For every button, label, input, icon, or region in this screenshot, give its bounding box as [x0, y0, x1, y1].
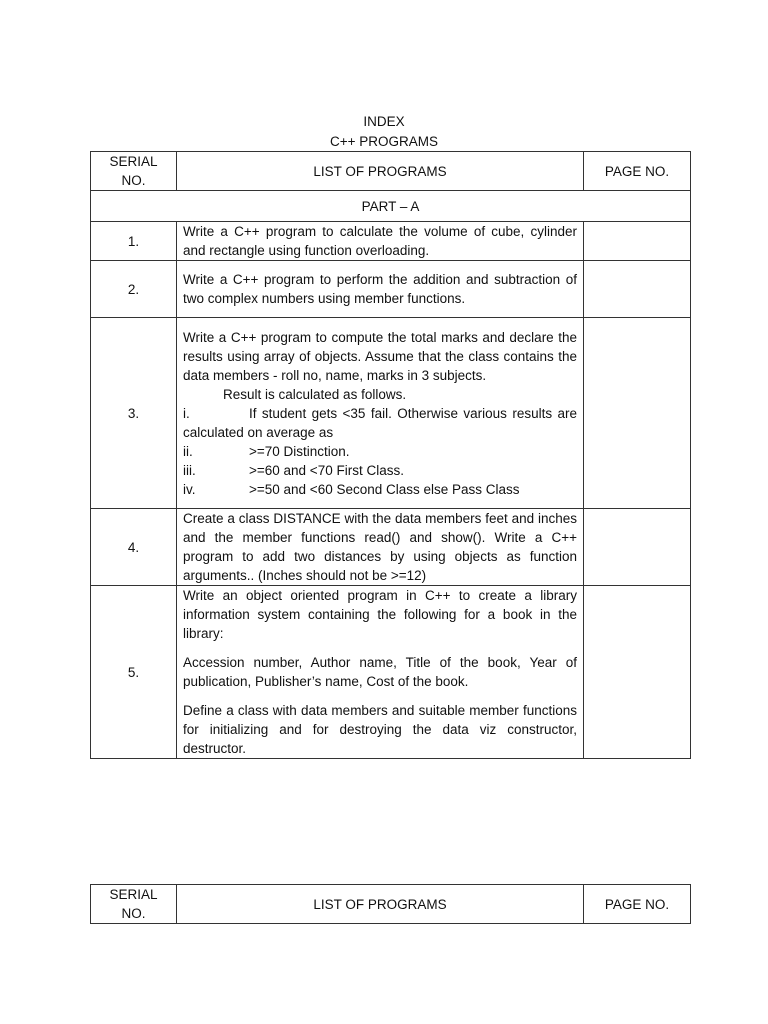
item-number: ii. — [183, 443, 193, 459]
program-text: Write a C++ program to compute the total marks and declare the results using array of objects. Assume that the class contains the data members - roll no, name, marks in 3 subjects. — [183, 329, 577, 383]
part-a-label: PART – A — [91, 191, 691, 222]
document-heading — [0, 112, 768, 152]
item-text: >=50 and <60 Second Class else Pass Class — [249, 481, 520, 497]
table-header-row — [91, 152, 691, 191]
table-row — [91, 222, 691, 261]
program-cell — [177, 509, 584, 586]
item-text: >=70 Distinction. — [249, 443, 350, 459]
program-cell — [177, 586, 584, 759]
program-cell — [177, 261, 584, 318]
header-list: LIST OF PROGRAMS — [177, 152, 584, 191]
page-cell — [584, 222, 691, 261]
result-item — [183, 480, 577, 499]
page-cell — [584, 586, 691, 759]
program-cell — [177, 222, 584, 261]
header-serial: SERIAL NO. — [91, 885, 177, 924]
part-row — [91, 191, 691, 222]
table-row — [91, 318, 691, 509]
table-row — [91, 261, 691, 318]
page-cell — [584, 318, 691, 509]
table-row — [91, 586, 691, 759]
result-item — [183, 461, 577, 480]
serial-cell: 4. — [91, 509, 177, 586]
page-cell — [584, 261, 691, 318]
program-cell — [177, 318, 584, 509]
header-list: LIST OF PROGRAMS — [177, 885, 584, 924]
serial-cell: 5. — [91, 586, 177, 759]
table-row — [91, 509, 691, 586]
program-text: Write a C++ program to calculate the volume of cube, cylinder and rectangle using function overloading. — [183, 224, 577, 258]
header-page: PAGE NO. — [584, 885, 691, 924]
header-page: PAGE NO. — [584, 152, 691, 191]
item-text: >=60 and <70 First Class. — [249, 462, 404, 478]
item-number: iv. — [183, 481, 196, 497]
program-text: Write a C++ program to perform the addition and subtraction of two complex numbers using member functions. — [183, 272, 577, 306]
item-number: iii. — [183, 462, 196, 478]
program-text: Create a class DISTANCE with the data members feet and inches and the member functions read() and show(). Write a C++ program to add two distances by using objects as function arguments.. (Inches should not be >=12) — [183, 511, 577, 583]
item-text: If student gets <35 fail. Otherwise various results are calculated on average as — [183, 405, 577, 440]
result-item — [183, 442, 577, 461]
program-index-table — [90, 151, 691, 759]
serial-cell: 3. — [91, 318, 177, 509]
subtitle: C++ PROGRAMS — [329, 134, 439, 149]
serial-cell: 1. — [91, 222, 177, 261]
page-cell — [584, 509, 691, 586]
item-number: i. — [183, 405, 190, 421]
table-header-row — [91, 885, 691, 924]
result-line: Result is calculated as follows. — [223, 386, 407, 402]
header-serial: SERIAL NO. — [91, 152, 177, 191]
program-index-table-continued — [90, 884, 691, 924]
result-item — [183, 404, 577, 442]
program-text: Write an object oriented program in C++ to create a library information system containing the following for a book in the library: — [183, 588, 577, 641]
program-text: Accession number, Author name, Title of the book, Year of publication, Publisher’s name, Cost of the book. — [183, 655, 577, 689]
program-text: Define a class with data members and suitable member functions for initializing and for destroying the data viz constructor, destructor. — [183, 703, 577, 756]
serial-cell: 2. — [91, 261, 177, 318]
index-title: INDEX — [363, 114, 405, 129]
